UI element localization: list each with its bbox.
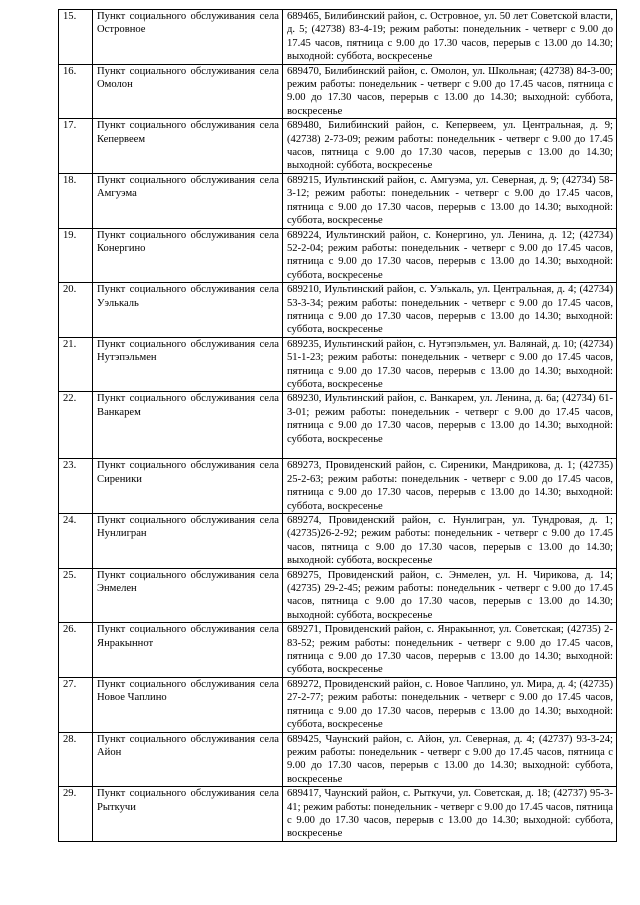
- institution-address: 689273, Провиденский район, с. Сиреники, Мандрикова, д. 1; (42735) 25-2-63; режим работы: понедельник - четверг с 9.00 до 17.45 часов, пятница с 9.00 до 17.30 часов, перерыв с 13.00 до 14.30; выходной: суббота, воскресенье: [283, 459, 617, 514]
- institution-name: Пункт социального обслуживания села Энмелен: [93, 568, 283, 623]
- institution-address: 689274, Провиденский район, с. Нунлигран, ул. Тундровая, д. 1; (42735)26-2-92; режим работы: понедельник - четверг с 9.00 до 17.45 часов, пятница с 9.00 до 17.30 часов, перерыв с 13.00 до 14.30; выходной: суббота, воскресенье: [283, 514, 617, 569]
- institution-address: 689470, Билибинский район, с. Омолон, ул. Школьная; (42738) 84-3-00; режим работы: понедельник - четверг с 9.00 до 17.45 часов, пятница с 9.00 до 17.30 часов, перерыв с 13.00 до 14.30; выходной: суббота, воскресенье: [283, 64, 617, 119]
- institution-name: Пункт социального обслуживания села Ванкарем: [93, 392, 283, 459]
- table-row: [59, 623, 617, 678]
- table-row: [59, 392, 617, 459]
- institutions-table: [58, 9, 617, 842]
- table-row: [59, 283, 617, 338]
- row-number: 18.: [59, 173, 93, 228]
- row-number: 26.: [59, 623, 93, 678]
- table-row: [59, 119, 617, 174]
- table-row: [59, 568, 617, 623]
- institution-address: 689210, Иультинский район, с. Уэлькаль, ул. Центральная, д. 4; (42734) 53-3-34; режим работы: понедельник - четверг с 9.00 до 17.45 часов, пятница с 9.00 до 17.30 часов, перерыв с 13.00 до 14.30; выходной: суббота, воскресенье: [283, 283, 617, 338]
- institution-address: 689480, Билибинский район, с. Кепервеем, ул. Центральная, д. 9; (42738) 2-73-09; режим работы: понедельник - четверг с 9.00 до 17.45 часов, пятница с 9.00 до 17.30 часов, перерыв с 13.00 до 14.30; выходной: суббота, воскресенье: [283, 119, 617, 174]
- institution-address: 689235, Иультинский район, с. Нутэпэльмен, ул. Валянай, д. 10; (42734) 51-1-23; режим работы: понедельник - четверг с 9.00 до 17.45 часов, пятница с 9.00 до 17.30 часов, перерыв с 13.00 до 14.30; выходной: суббота, воскресенье: [283, 337, 617, 392]
- table-row: [59, 337, 617, 392]
- row-number: 22.: [59, 392, 93, 459]
- institution-address: 689271, Провиденский район, с. Янракыннот, ул. Советская; (42735) 2-83-52; режим работы: понедельник - четверг с 9.00 до 17.45 часов, пятница с 9.00 до 17.30 часов, перерыв с 13.00 до 14.30; выходной: суббота, воскресенье: [283, 623, 617, 678]
- institution-name: Пункт социального обслуживания села Нутэпэльмен: [93, 337, 283, 392]
- table-row: [59, 459, 617, 514]
- institution-address: 689272, Провиденский район, с. Новое Чаплино, ул. Мира, д. 4; (42735) 27-2-77; режим работы: понедельник - четверг с 9.00 до 17.45 часов, пятница с 9.00 до 17.30 часов, перерыв с 13.00 до 14.30; выходной: суббота, воскресенье: [283, 677, 617, 732]
- row-number: 28.: [59, 732, 93, 787]
- institution-name: Пункт социального обслуживания села Рыткучи: [93, 787, 283, 842]
- row-number: 16.: [59, 64, 93, 119]
- institution-name: Пункт социального обслуживания села Амгуэма: [93, 173, 283, 228]
- institution-address: 689465, Билибинский район, с. Островное, ул. 50 лет Советской власти, д. 5; (42738) 83-4-19; режим работы: понедельник - четверг с 9.00 до 17.45 часов, пятница с 9.00 до 17.30 часов, перерыв с 13.00 до 14.30; выходной: суббота, воскресенье: [283, 10, 617, 65]
- institution-name: Пункт социального обслуживания села Айон: [93, 732, 283, 787]
- row-number: 29.: [59, 787, 93, 842]
- institution-address: 689275, Провиденский район, с. Энмелен, ул. Н. Чирикова, д. 14; (42735) 29-2-45; режим работы: понедельник - четверг с 9.00 до 17.45 часов, пятница с 9.00 до 17.30 часов, перерыв с 13.00 до 14.30; выходной: суббота, воскресенье: [283, 568, 617, 623]
- institution-name: Пункт социального обслуживания села Омолон: [93, 64, 283, 119]
- row-number: 21.: [59, 337, 93, 392]
- institution-name: Пункт социального обслуживания села Новое Чаплино: [93, 677, 283, 732]
- table-row: [59, 732, 617, 787]
- institution-name: Пункт социального обслуживания села Янракыннот: [93, 623, 283, 678]
- institution-address: 689215, Иультинский район, с. Амгуэма, ул. Северная, д. 9; (42734) 58-3-12; режим работы: понедельник - четверг с 9.00 до 17.45 часов, пятница с 9.00 до 17.30 часов, перерыв с 13.00 до 14.30; выходной: суббота, воскресенье: [283, 173, 617, 228]
- row-number: 15.: [59, 10, 93, 65]
- row-number: 24.: [59, 514, 93, 569]
- row-number: 25.: [59, 568, 93, 623]
- row-number: 23.: [59, 459, 93, 514]
- row-number: 27.: [59, 677, 93, 732]
- row-number: 19.: [59, 228, 93, 283]
- institution-address: 689230, Иультинский район, с. Ванкарем, ул. Ленина, д. 6а; (42734) 61-3-01; режим работы: понедельник - четверг с 9.00 до 17.45 часов, пятница с 9.00 до 17.30 часов, перерыв с 13.00 до 14.30; выходной: суббота, воскресенье: [283, 392, 617, 459]
- table-row: [59, 514, 617, 569]
- institution-name: Пункт социального обслуживания села Нунлигран: [93, 514, 283, 569]
- row-number: 17.: [59, 119, 93, 174]
- institution-address: 689224, Иультинский район, с. Конергино, ул. Ленина, д. 12; (42734) 52-2-04; режим работы: понедельник - четверг с 9.00 до 17.45 часов, пятница с 9.00 до 17.30 часов, перерыв с 13.00 до 14.30; выходной: суббота, воскресенье: [283, 228, 617, 283]
- row-number: 20.: [59, 283, 93, 338]
- table-row: [59, 228, 617, 283]
- table-row: [59, 173, 617, 228]
- table-row: [59, 64, 617, 119]
- table-row: [59, 10, 617, 65]
- institution-name: Пункт социального обслуживания села Островное: [93, 10, 283, 65]
- institution-address: 689417, Чаунский район, с. Рыткучи, ул. Советская, д. 18; (42737) 95-3-41; режим работы: понедельник - четверг с 9.00 до 17.45 часов, пятница с 9.00 до 17.30 часов, перерыв с 13.00 до 14.30; выходной: суббота, воскресенье: [283, 787, 617, 842]
- institution-name: Пункт социального обслуживания села Сиреники: [93, 459, 283, 514]
- institution-address: 689425, Чаунский район, с. Айон, ул. Северная, д. 4; (42737) 93-3-24; режим работы: понедельник - четверг с 9.00 до 17.45 часов, пятница с 9.00 до 17.30 часов, перерыв с 13.00 до 14.30; выходной: суббота, воскресенье: [283, 732, 617, 787]
- institution-name: Пункт социального обслуживания села Кепервеем: [93, 119, 283, 174]
- institution-name: Пункт социального обслуживания села Конергино: [93, 228, 283, 283]
- table-row: [59, 787, 617, 842]
- table-row: [59, 677, 617, 732]
- institution-name: Пункт социального обслуживания села Уэлькаль: [93, 283, 283, 338]
